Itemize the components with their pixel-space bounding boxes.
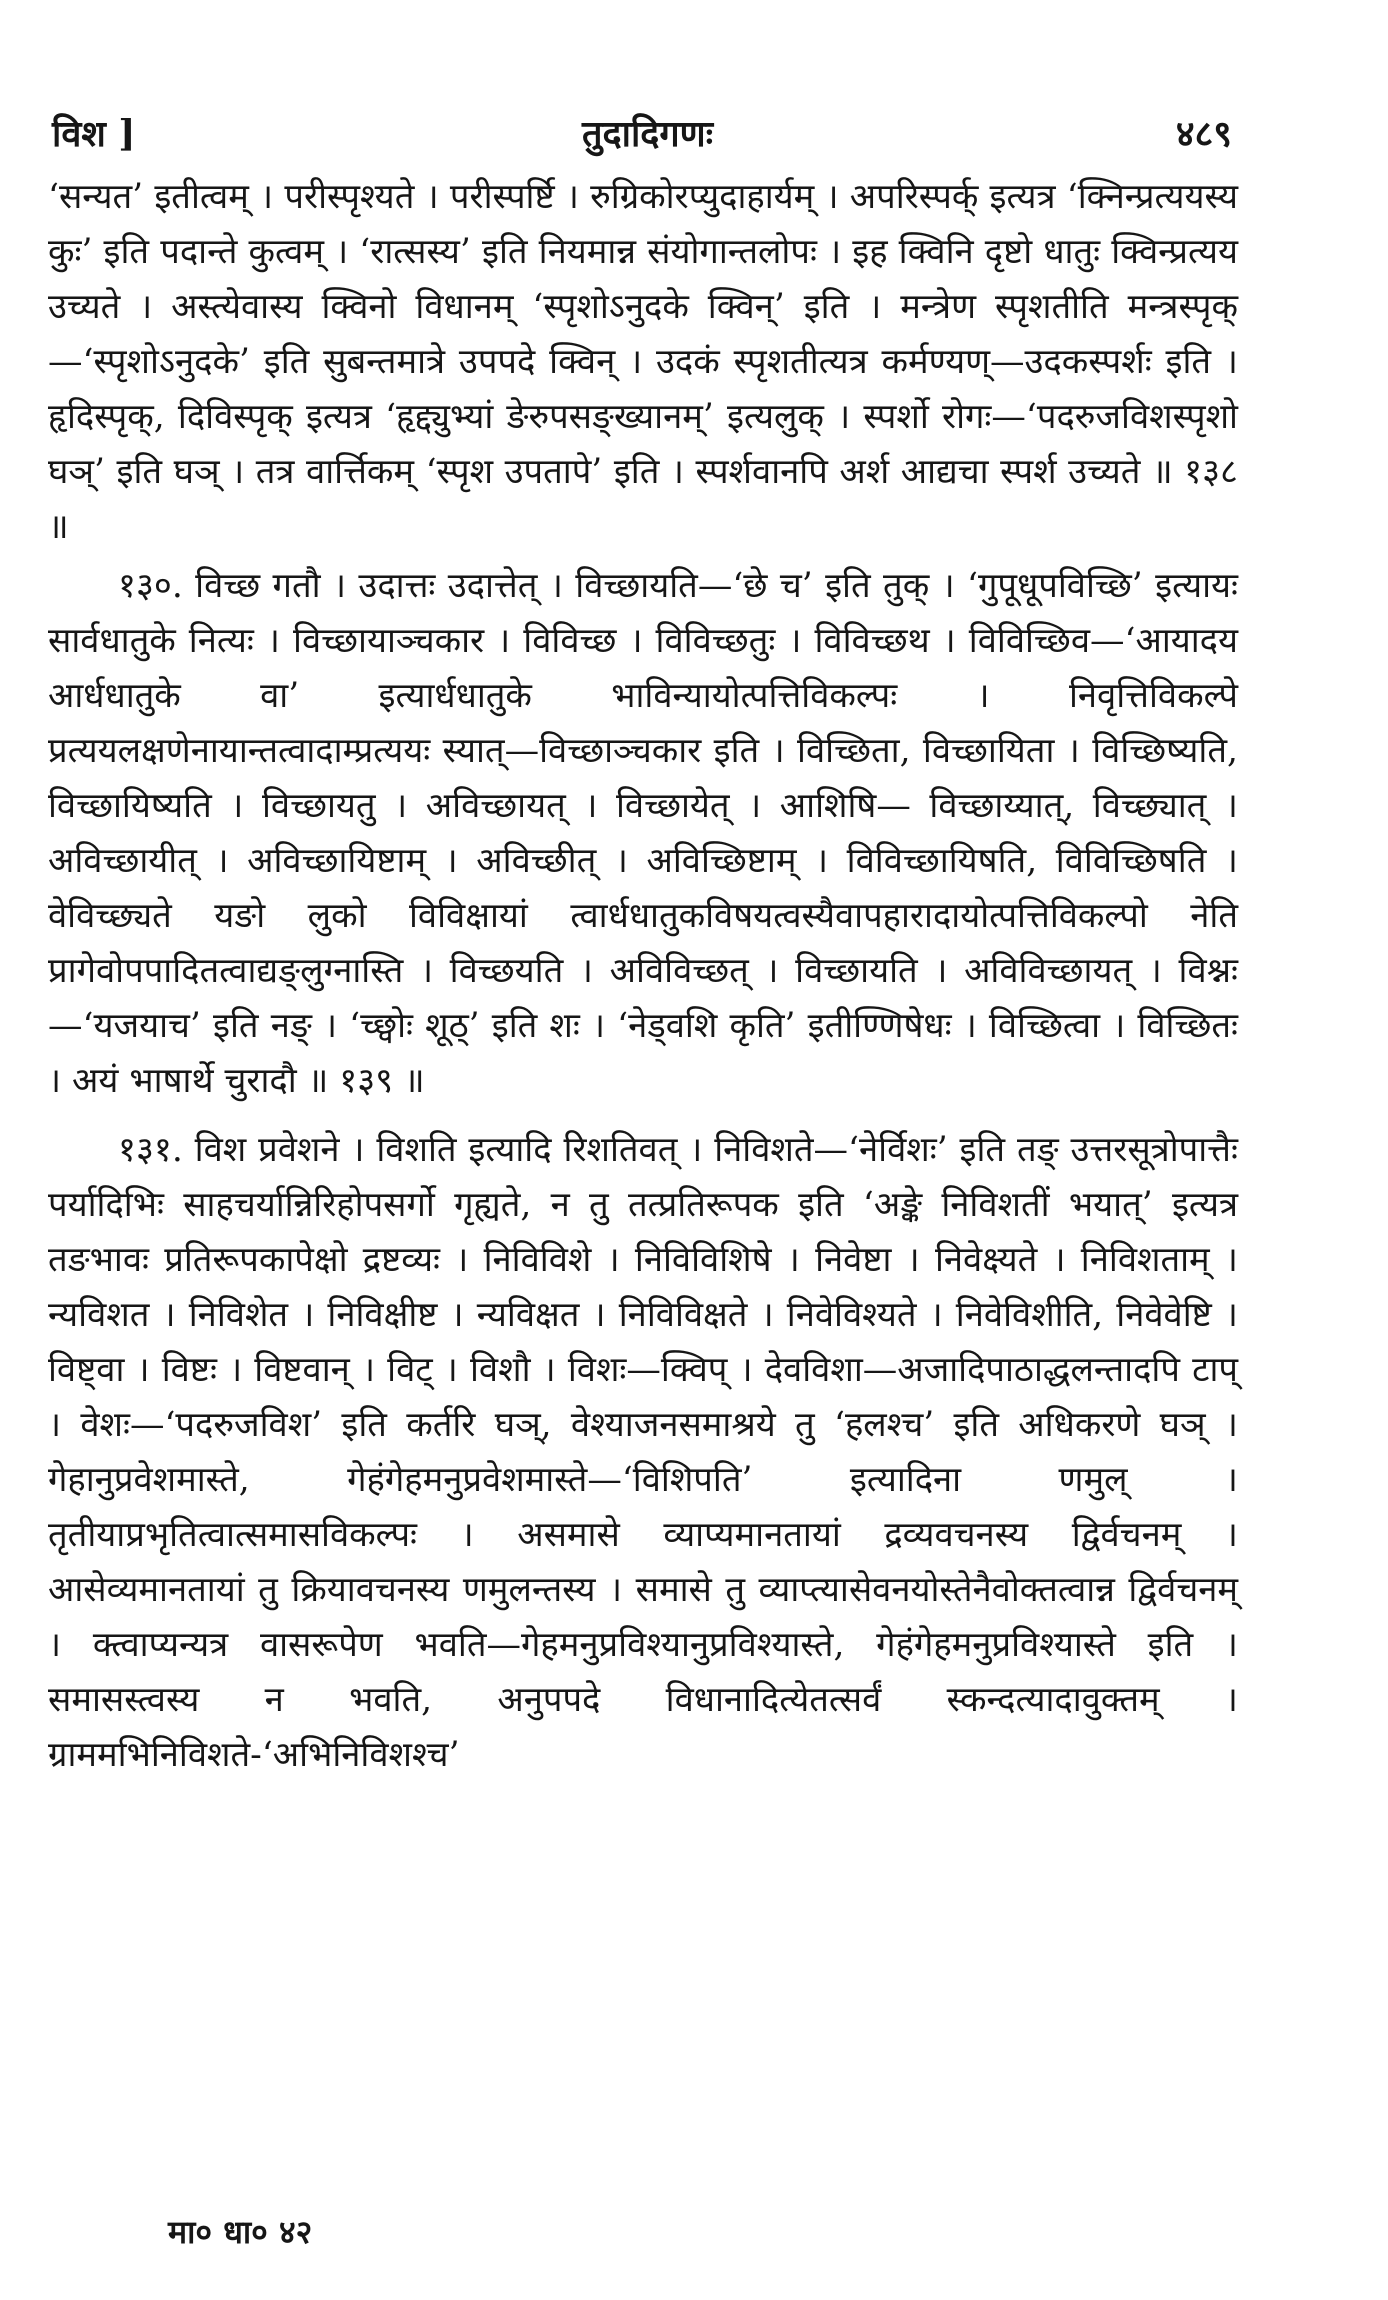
header-section-title: तुदादिगणः	[582, 113, 713, 155]
paragraph-1: ‘सन्यत’ इतीत्वम् । परीस्पृश्यते । परीस्पर्ष्टि । रुग्रिकोरप्युदाहार्यम् । अपरिस्पर्क् इत्यत्र ‘क्निन्प्रत्ययस्य कुः’ इति पदान्ते कुत्वम् । ‘रात्सस्य’ इति नियमान्न संयोगान्तलोपः । इह क्विनि दृष्टो धातुः क्विन्प्रत्यय उच्यते । अस्त्येवास्य क्विनो विधानम् ‘स्पृशोऽनुदके क्विन्’ इति । मन्त्रेण स्पृशतीति मन्त्रस्पृक्—‘स्पृशोऽनुदके’ इति सुबन्तमात्रे उपपदे क्विन् । उदकं स्पृशतीत्यत्र कर्मण्यण्—उदकस्पर्शः इति । हृदिस्पृक्, दिविस्पृक् इत्यत्र ‘हृद्द्युभ्यां ङेरुपसङ्ख्यानम्’ इत्यलुक् । स्पर्शो रोगः—‘पदरुजविशस्पृशो घञ्’ इति घञ् । तत्र वार्त्तिकम् ‘स्पृश उपतापे’ इति । स्पर्शवानपि अर्श आद्यचा स्पर्श उच्यते ॥ १३८ ॥	[48, 177, 1238, 547]
paragraph-2: १३०. विच्छ गतौ । उदात्तः उदात्तेत् । विच्छायति—‘छे च’ इति तुक् । ‘गुपूधूपविच्छि’ इत्यायः सार्वधातुके नित्यः । विच्छायाञ्चकार । विविच्छ । विविच्छतुः । विविच्छथ । विविच्छिव—‘आयादय आर्धधातुके वा’ इत्यार्धधातुके भाविन्यायोत्पत्तिविकल्पः । निवृत्तिविकल्पे प्रत्ययलक्षणेनायान्तत्वादाम्प्रत्ययः स्यात्—विच्छाञ्चकार इति । विच्छिता, विच्छायिता । विच्छिष्यति, विच्छायिष्यति । विच्छायतु । अविच्छायत् । विच्छायेत् । आशिषि— विच्छाय्यात्, विच्छ्यात् । अविच्छायीत् । अविच्छायिष्टाम् । अविच्छीत् । अविच्छिष्टाम् । विविच्छायिषति, विविच्छिषति । वेविच्छ्यते यङो लुको विविक्षायां त्वार्धधातुकविषयत्वस्यैवापहारादायोत्पत्तिविकल्पो नेति प्रागेवोपपादितत्वाद्यङ्लुग्नास्ति । विच्छयति । अविविच्छत् । विच्छायति । अविविच्छायत् । विश्नः—‘यजयाच’ इति नङ् । ‘च्छ्वोः शूठ्’ इति शः । ‘नेड्वशि कृति’ इतीण्णिषेधः । विच्छित्वा । विच्छितः । अयं भाषार्थे चुरादौ ॥ १३९ ॥	[48, 566, 1238, 1101]
header-entry-word: विश ]	[52, 113, 136, 155]
main-text	[48, 170, 1238, 1783]
paragraph-3: १३१. विश प्रवेशने । विशति इत्यादि रिशतिवत् । निविशते—‘नेर्विशः’ इति तङ् उत्तरसूत्रोपात्तैः पर्यादिभिः साहचर्यान्निरिहोपसर्गो गृह्यते, न तु तत्प्रतिरूपक इति ‘अङ्के निविशतीं भयात्’ इत्यत्र तङभावः प्रतिरूपकापेक्षो द्रष्टव्यः । निविविशे । निविविशिषे । निवेष्टा । निवेक्ष्यते । निविशताम् । न्यविशत । निविशेत । निविक्षीष्ट । न्यविक्षत । निविविक्षते । निवेविश्यते । निवेविशीति, निवेवेष्टि । विष्ट्वा । विष्टः । विष्टवान् । विट् । विशौ । विशः—क्विप् । देवविशा—अजादिपाठाद्धलन्तादपि टाप् । वेशः—‘पदरुजविश’ इति कर्तरि घञ्, वेश्याजनसमाश्रये तु ‘हलश्च’ इति अधिकरणे घञ् । गेहानुप्रवेशमास्ते, गेहंगेहमनुप्रवेशमास्ते—‘विशिपति’ इत्यादिना णमुल् । तृतीयाप्रभृतित्वात्समासविकल्पः । असमासे व्याप्यमानतायां द्रव्यवचनस्य द्विर्वचनम् । आसेव्यमानतायां तु क्रियावचनस्य णमुलन्तस्य । समासे तु व्याप्त्यासेवनयोस्तेनैवोक्तत्वान्न द्विर्वचनम् । क्त्वाप्यन्यत्र वासरूपेण भवति—गेहमनुप्रविश्यानुप्रविश्यास्ते, गेहंगेहमनुप्रविश्यास्ते इति । समासस्त्वस्य न भवति, अनुपपदे विधानादित्येतत्सर्वं स्कन्दत्यादावुक्तम् । ग्राममभिनिविशते-‘अभिनिविशश्च’	[48, 1130, 1238, 1775]
running-header	[52, 108, 1232, 158]
signature-mark: मा० धा० ४२	[168, 2213, 313, 2251]
page-number: ४८९	[1175, 113, 1232, 155]
